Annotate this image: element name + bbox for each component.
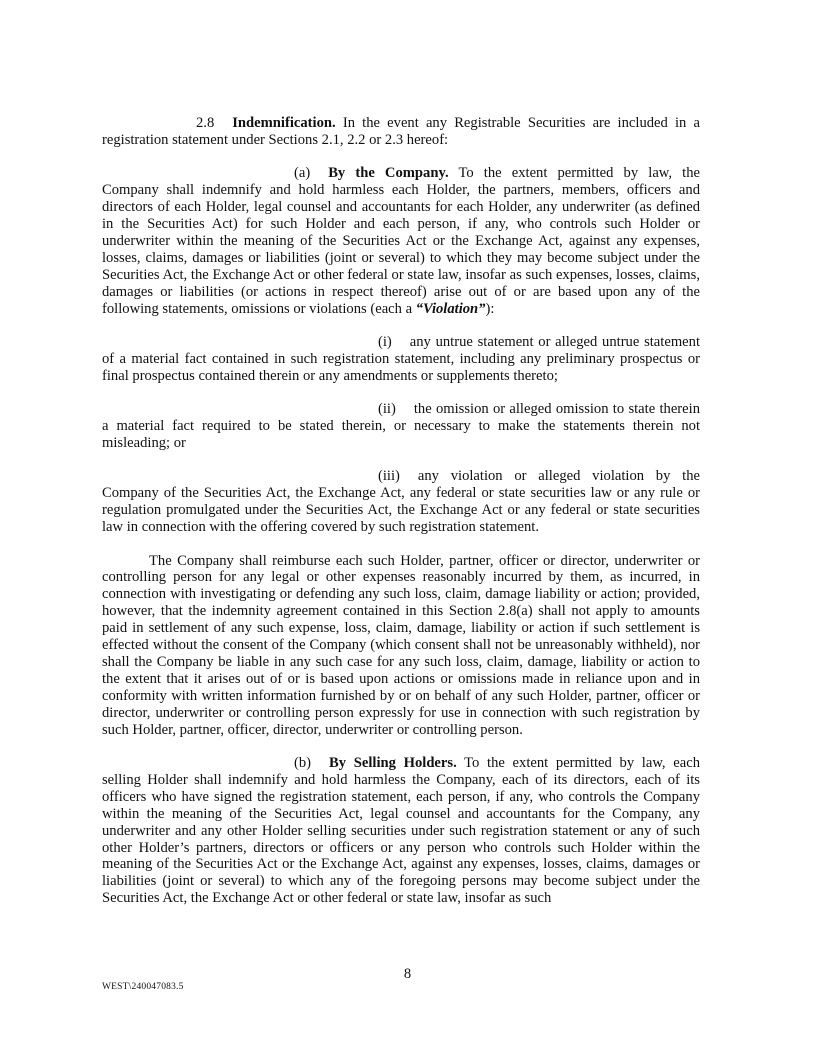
document-body	[102, 115, 700, 907]
item-number: (ii)	[378, 401, 396, 418]
item-number: (i)	[378, 333, 392, 350]
page-number: 8	[403, 966, 412, 982]
item-iii	[102, 468, 700, 536]
subsection-number: (b)	[294, 755, 312, 771]
section-text: In the event any Registrable Securities are included in a registration statement under Sections 2.1, 2.2 or 2.3 hereof:	[102, 115, 700, 148]
item-i	[102, 334, 700, 385]
item-ii	[102, 401, 700, 452]
subsection-text: To the extent permitted by law, the Company shall indemnify and hold harmless each Holder, the partners, members, officers and directors of each Holder, legal counsel and accountants for each Holder, any underwriter (as defined in the Securities Act) for such Holder and each person, if any, who controls such Holder or underwriter within the meaning of the Securities Act or the Exchange Act, against any expenses, losses, claims, damages or liabilities (joint or several) to which they may become subject under the Securities Act, the Exchange Act or other federal or state law, insofar as such expenses, losses, claims, damages or liabilities (or actions in respect thereof) arise out of or are based upon any of the following statements, omissions or violations (each a	[102, 165, 700, 317]
defined-term: “Violation”	[415, 300, 486, 317]
subsection-a	[102, 165, 700, 317]
section-heading: Indemnification.	[232, 115, 336, 131]
item-text: the omission or alleged omission to state therein a material fact required to be stated therein, or necessary to make the statements therein not misleading; or	[102, 401, 700, 451]
reimbursement-paragraph	[102, 553, 700, 739]
subsection-heading: By the Company.	[328, 165, 449, 182]
section-2-8	[102, 115, 700, 149]
item-number: (iii)	[378, 468, 400, 485]
section-number: 2.8	[196, 115, 215, 131]
subsection-heading: By Selling Holders.	[329, 755, 457, 771]
subsection-b	[102, 755, 700, 907]
paragraph-text: The Company shall reimburse each such Holder, partner, officer or director, underwriter or controlling person for any legal or other expenses reasonably incurred by them, as incurred, in connection with investigating or defending any such loss, claim, damage liability or action; provided, however, that the indemnity agreement contained in this Section 2.8(a) shall not apply to amounts paid in settlement of any such expense, loss, claim, damage, liability or action if such settlement is effected without the consent of the Company (which consent shall not be unreasonably withheld), nor shall the Company be liable in any such case for any such loss, claim, damage, liability or action to the extent that it arises out of or is based upon actions or omissions made in reliance upon and in conformity with written information furnished by or on behalf of any such Holder, partner, officer or director, underwriter or controlling person expressly for use in connection with such registration by such Holder, partner, officer, director, underwriter or controlling person.	[102, 552, 700, 738]
document-id-footer: WEST\240047083.5	[102, 982, 184, 992]
subsection-text: To the extent permitted by law, each selling Holder shall indemnify and hold harmless the Company, each of its directors, each of its officers who have signed the registration statement, each person, if any, who controls the Company within the meaning of the Securities Act, legal counsel and accountants for the Company, any underwriter and any other Holder selling securities under such registration statement or any of such other Holder’s partners, directors or officers or any person who controls such Holder within the meaning of the Securities Act or the Exchange Act, against any expenses, losses, claims, damages or liabilities (joint or several) to which any of the foregoing persons may become subject under the Securities Act, the Exchange Act or other federal or state law, insofar as such	[102, 755, 700, 907]
item-text: any untrue statement or alleged untrue statement of a material fact contained in such registration statement, including any preliminary prospectus or final prospectus contained therein or any amendments or supplements thereto;	[102, 333, 700, 384]
item-text: any violation or alleged violation by the Company of the Securities Act, the Exchange Act, any federal or state securities law or any rule or regulation promulgated under the Securities Act, the Exchange Act or any federal or state securities law in connection with the offering covered by such registration statement.	[102, 468, 700, 536]
subsection-number: (a)	[294, 165, 311, 182]
subsection-text-end: ):	[485, 300, 495, 317]
